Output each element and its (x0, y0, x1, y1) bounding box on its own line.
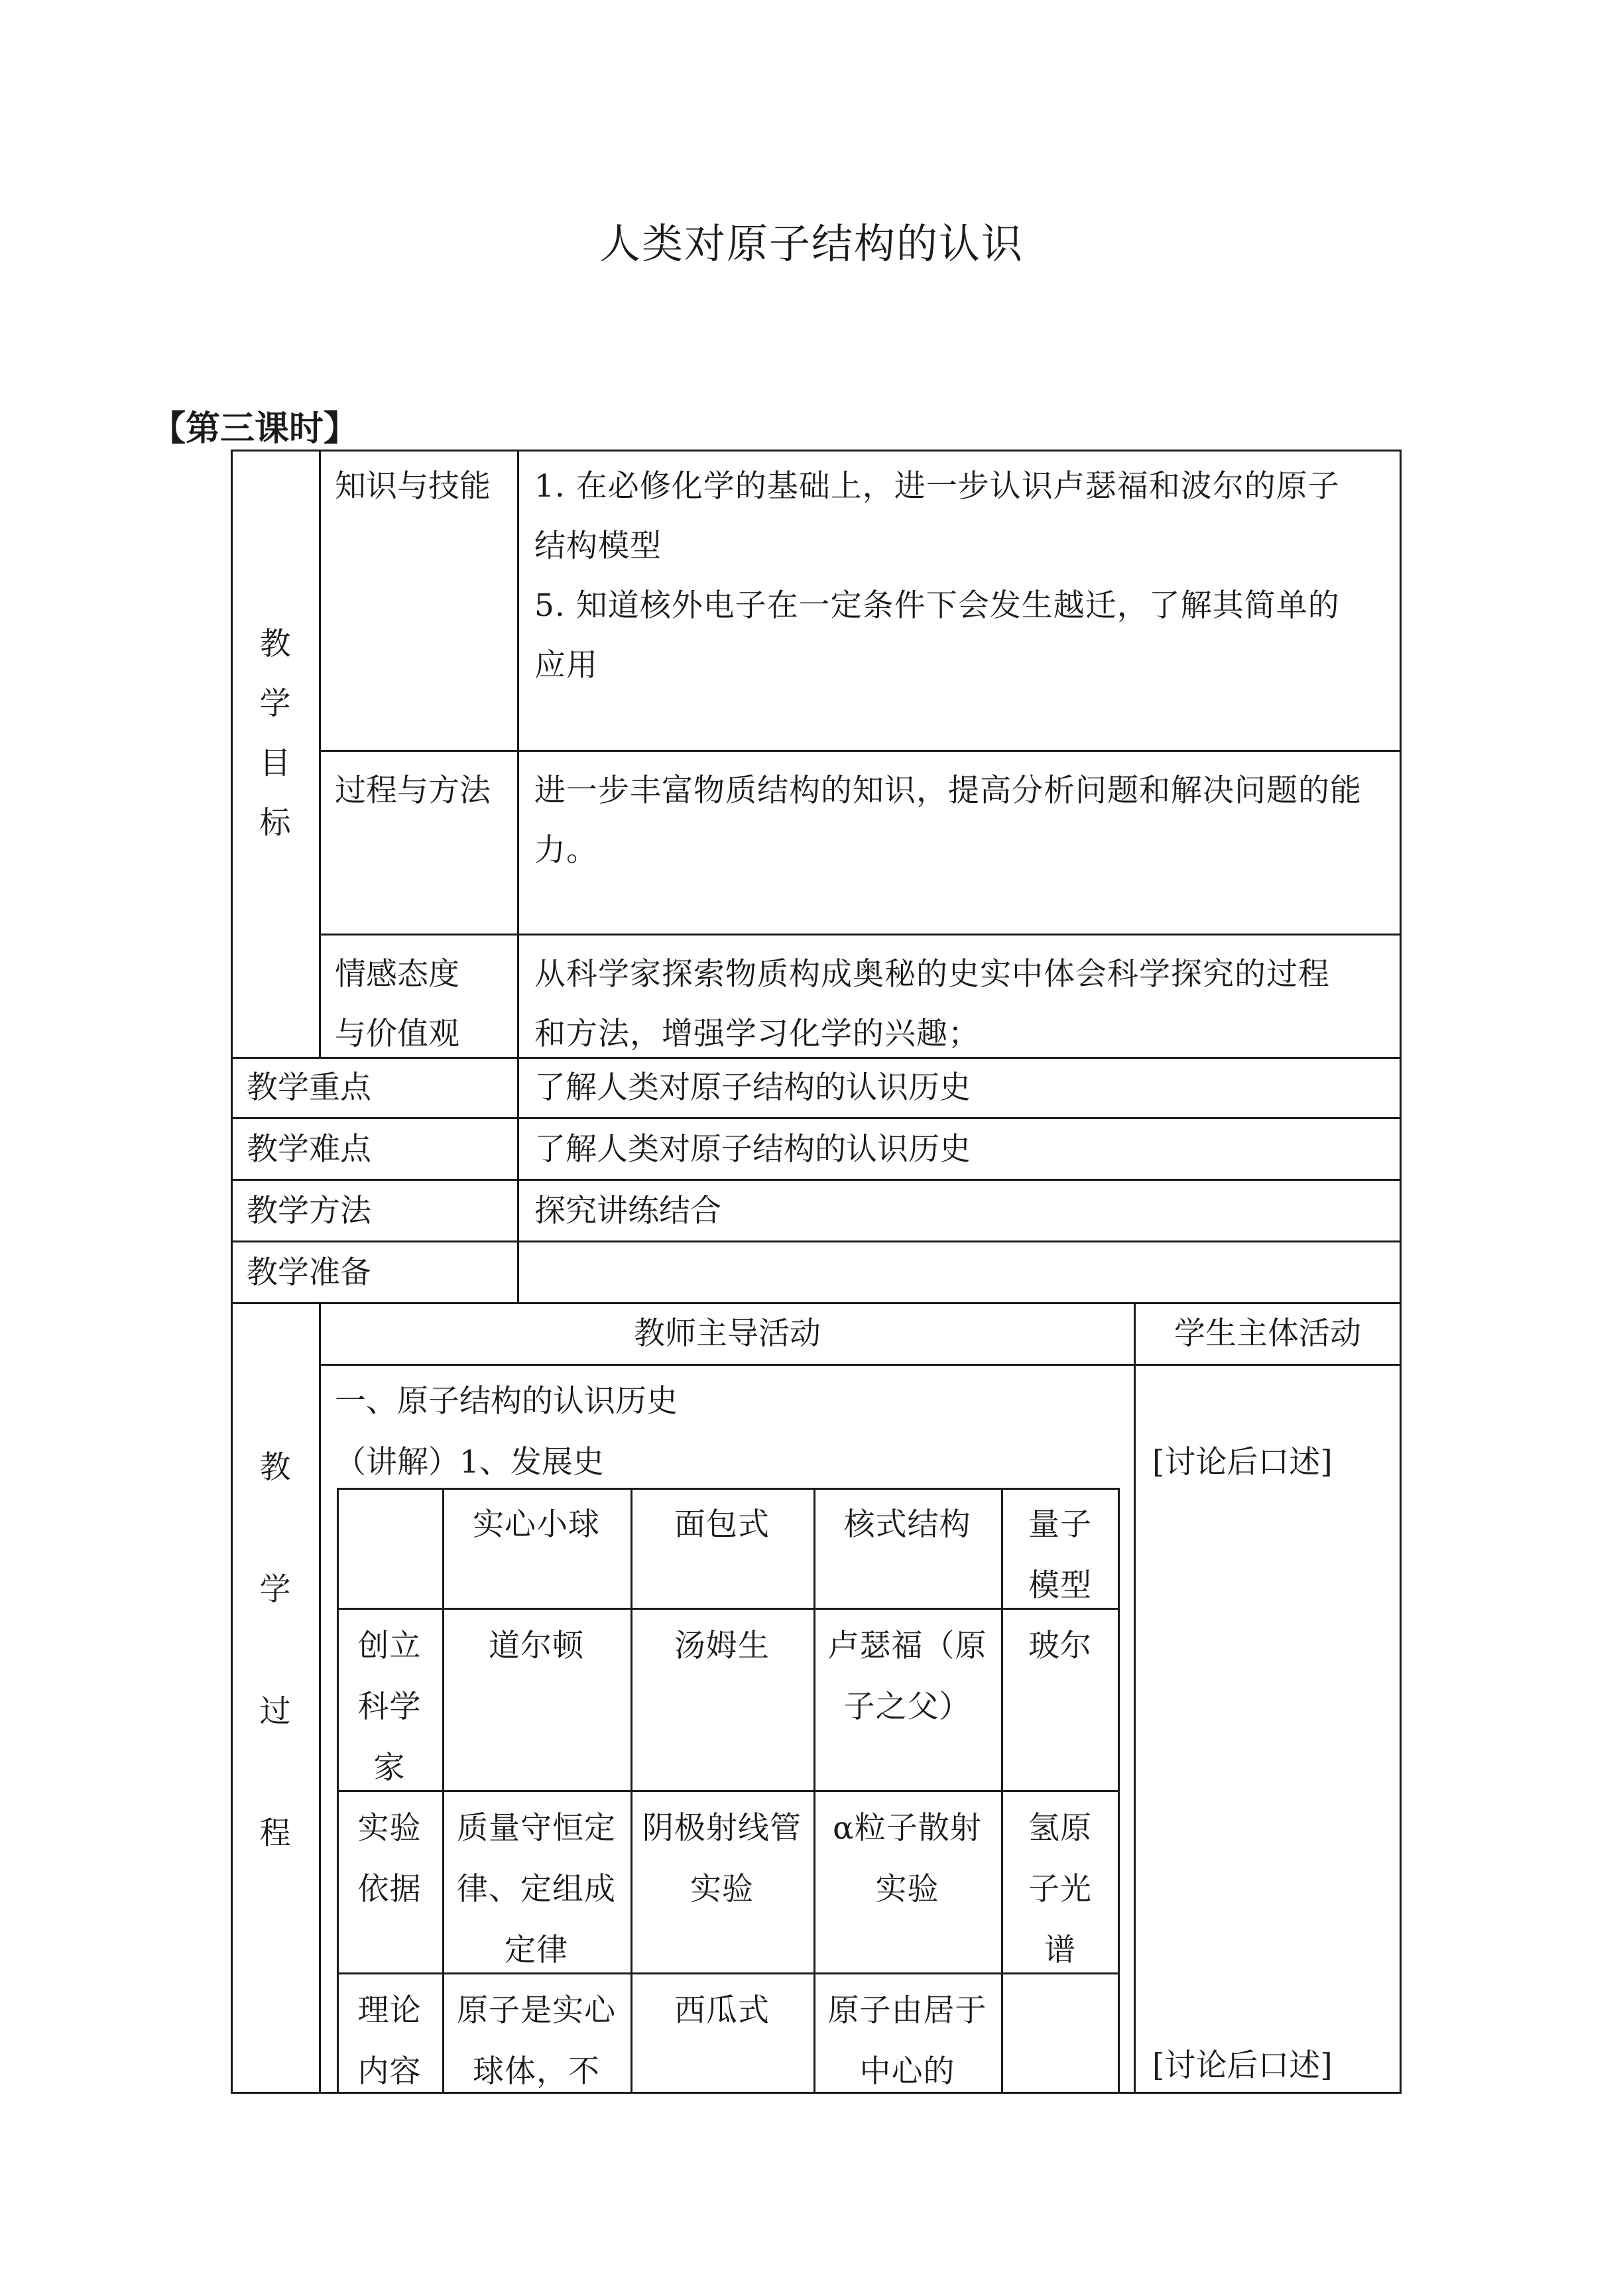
history-row-label: 创立科学家 (357, 1628, 422, 1786)
process-label-divider (319, 1302, 321, 2094)
table-right-border (1400, 450, 1402, 2094)
preparation-label: 教学准备 (247, 1254, 371, 1291)
history-cell: 原子由居于中心的 (827, 1992, 987, 2090)
section-subheading: （讲解）1、发展史 (335, 1444, 604, 1480)
teacher-activity-header: 教师主导活动 (634, 1315, 821, 1352)
difficulty-value: 了解人类对原子结构的认识历史 (534, 1131, 971, 1168)
history-header-cell: 面包式 (674, 1506, 770, 1543)
history-row-label: 理论内容 (357, 1992, 422, 2090)
table-left-border (231, 450, 233, 2094)
history-cell: 西瓜式 (674, 1992, 770, 2029)
history-cell: 卢瑟福（原子之父） (827, 1628, 987, 1725)
student-note: [讨论后口述] (1152, 1444, 1333, 1480)
history-header-cell: 量子模型 (1028, 1506, 1092, 1604)
row-divider-method (231, 1240, 1402, 1242)
knowledge-line: 应用 (534, 647, 598, 684)
history-row-label: 实验依据 (357, 1810, 422, 1907)
label-column-divider (517, 450, 519, 1302)
history-cell: 道尔顿 (489, 1628, 584, 1664)
lesson-label: 【第三课时】 (151, 408, 359, 449)
history-header-cell: 实心小球 (473, 1506, 600, 1543)
row-divider-process (319, 934, 1402, 936)
process-method-line: 力。 (534, 832, 598, 869)
knowledge-line: 结构模型 (534, 528, 662, 564)
method-label: 教学方法 (247, 1193, 371, 1229)
history-cell: 阴极射线管实验 (642, 1810, 802, 1907)
key-point-label: 教学重点 (247, 1069, 371, 1106)
history-col-line-3 (813, 1488, 815, 2094)
student-note: [讨论后口述] (1152, 2047, 1333, 2084)
emotion-label: 情感态度 (335, 956, 459, 993)
history-cell: 玻尔 (1028, 1628, 1092, 1664)
objectives-label-char: 教 (259, 626, 291, 662)
history-col-line-5 (1118, 1488, 1120, 2094)
history-col-line-2 (631, 1488, 632, 2094)
objectives-label-char: 目 (259, 745, 291, 782)
emotion-line: 和方法，增强学习化学的兴趣； (534, 1016, 980, 1052)
objectives-label-char: 学 (259, 686, 291, 722)
table-top-border (231, 450, 1402, 452)
history-col-line-1 (442, 1488, 444, 2094)
history-col-line-4 (1001, 1488, 1003, 2094)
knowledge-line: 5. 知道核外电子在一定条件下会发生越迁，了解其简单的 (534, 587, 1340, 624)
document-title: 人类对原子结构的认识 (599, 219, 1024, 268)
knowledge-line: 1. 在必修化学的基础上，进一步认识卢瑟福和波尔的原子 (534, 468, 1340, 505)
history-header-cell: 核式结构 (843, 1506, 971, 1543)
process-label-char: 过 (259, 1693, 291, 1730)
knowledge-label: 知识与技能 (335, 468, 491, 505)
history-cell: 汤姆生 (674, 1628, 770, 1664)
history-col-line-0 (337, 1488, 339, 2094)
emotion-line: 从科学家探索物质构成奥秘的史实中体会科学探究的过程 (534, 956, 1330, 993)
process-label-char: 程 (259, 1815, 291, 1852)
row-divider-knowledge (319, 750, 1402, 752)
emotion-label: 与价值观 (335, 1016, 459, 1052)
section-heading: 一、原子结构的认识历史 (335, 1383, 678, 1420)
process-label-char: 教 (259, 1449, 291, 1486)
method-value: 探究讲练结合 (534, 1193, 721, 1229)
history-cell: 原子是实心球体，不 (457, 1992, 616, 2090)
history-cell: 氢原子光谱 (1028, 1810, 1092, 1968)
difficulty-label: 教学难点 (247, 1131, 371, 1168)
objectives-divider (319, 450, 321, 1057)
objectives-label-char: 标 (259, 805, 291, 841)
history-cell: α粒子散射实验 (833, 1810, 982, 1907)
process-method-line: 进一步丰富物质结构的知识，提高分析问题和解决问题的能 (534, 772, 1362, 809)
student-activity-header: 学生主体活动 (1174, 1315, 1361, 1352)
process-label-char: 学 (259, 1571, 291, 1608)
history-cell: 质量守恒定律、定组成定律 (457, 1810, 616, 1968)
student-column-divider (1134, 1302, 1136, 2094)
process-method-label: 过程与方法 (335, 772, 491, 809)
key-point-value: 了解人类对原子结构的认识历史 (534, 1069, 971, 1106)
